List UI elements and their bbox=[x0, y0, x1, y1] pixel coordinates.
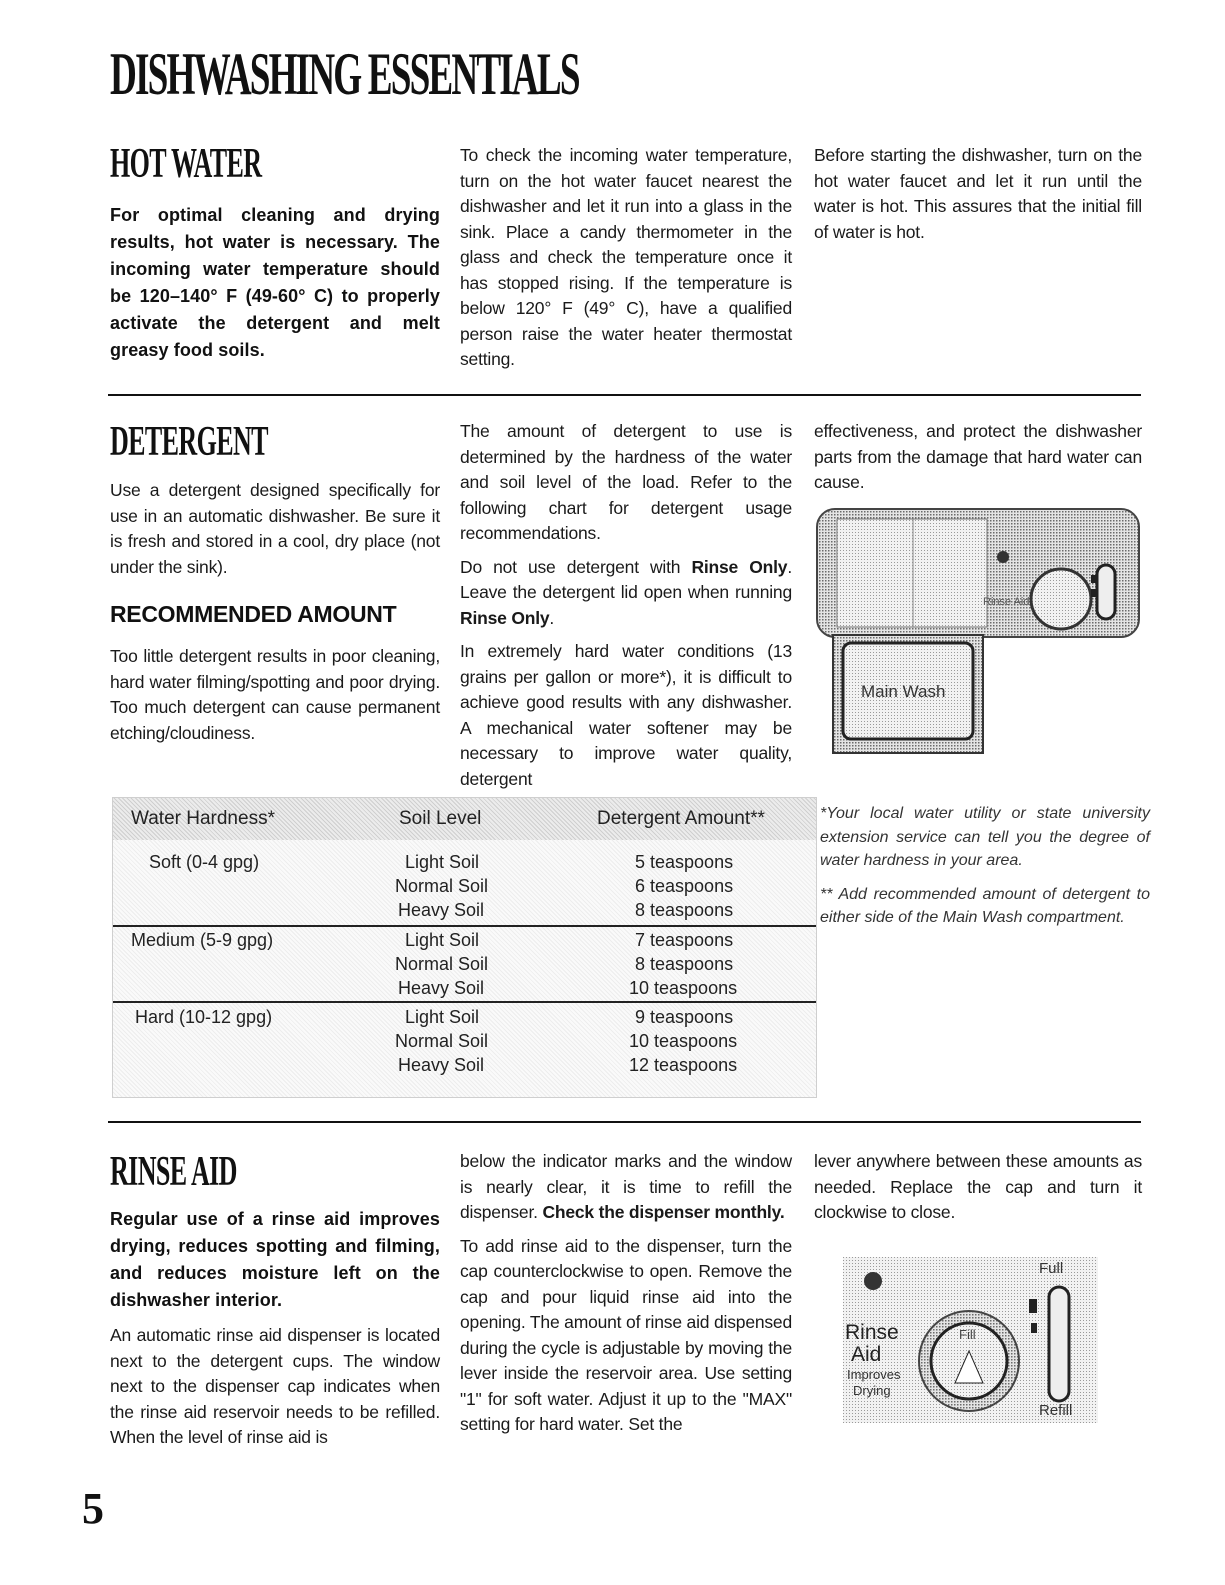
detergent-amount: 10 teaspoons bbox=[629, 1031, 738, 1051]
main-wash-label: Main Wash bbox=[861, 682, 946, 701]
detergent-col3 bbox=[814, 419, 1142, 504]
hardness-medium: Medium (5-9 gpg) bbox=[131, 930, 274, 950]
recommended-amount-text: Too little detergent results in poor cleaning, hard water filming/spotting and poor drying. Too much detergent can cause permanent etching/cloudiness. bbox=[110, 646, 440, 743]
rinse-aid-svg bbox=[843, 1257, 1098, 1423]
rinse-only-emphasis: Rinse Only bbox=[691, 556, 788, 577]
hardness-hard: Hard (10-12 gpg) bbox=[135, 1007, 273, 1027]
soil-level: Normal Soil bbox=[395, 1031, 489, 1051]
header-soil-level: Soil Level bbox=[399, 808, 482, 829]
table-header bbox=[113, 798, 816, 840]
rinse-label: Rinse bbox=[845, 1321, 899, 1344]
soil-level: Heavy Soil bbox=[398, 1055, 485, 1075]
table-footnotes bbox=[820, 802, 1150, 940]
recommended-amount-heading: RECOMMENDED AMOUNT bbox=[110, 601, 397, 627]
recommended-amount-col bbox=[110, 644, 440, 754]
header-water-hardness: Water Hardness* bbox=[131, 808, 275, 829]
detergent-amount: 8 teaspoons bbox=[635, 954, 734, 974]
hot-water-col3 bbox=[814, 143, 1142, 253]
hot-water-heading: HOT WATER bbox=[110, 141, 262, 187]
rinse-aid-heading: RINSE AID bbox=[110, 1149, 237, 1195]
detergent-dispenser-illustration bbox=[813, 505, 1143, 763]
refill-label: Refill bbox=[1039, 1402, 1073, 1419]
text-run: . Leave the detergent lid open when running bbox=[460, 556, 792, 602]
detergent-col2-p1: The amount of detergent to use is determined by the hardness of the water and soil level of the load. Refer to the following chart for detergent usage recommendations. bbox=[460, 421, 792, 543]
detergent-col2-p3: In extremely hard water conditions (13 grains per gallon or more*), it is difficult to achieve good results with any dishwasher. A mechanical water softener may be necessary to improve water quality, detergent bbox=[460, 641, 792, 789]
table-group-divider bbox=[113, 925, 816, 927]
detergent-col1 bbox=[110, 478, 440, 588]
text-run: Do not use detergent with bbox=[460, 556, 692, 577]
text-run: below the indicator marks and the window is nearly clear, it is time to refill the dispenser. bbox=[460, 1151, 792, 1222]
detergent-amount: 5 teaspoons bbox=[635, 852, 734, 872]
detergent-col3-text: effectiveness, and protect the dishwasher parts from the damage that hard water can cause. bbox=[814, 421, 1142, 492]
text-run: . bbox=[549, 607, 555, 628]
dispenser-svg bbox=[813, 505, 1143, 763]
hardness-soft: Soft (0-4 gpg) bbox=[149, 852, 260, 872]
hot-water-col3-text: Before starting the dishwasher, turn on the hot water faucet and let it run until the water is hot. This assures that the initial fill of water is hot. bbox=[814, 145, 1142, 242]
detergent-amount: 10 teaspoons bbox=[629, 978, 738, 998]
detergent-intro: Use a detergent designed specifically for use in an automatic dishwasher. Be sure it is fresh and stored in a cool, dry place (not under the sink). bbox=[110, 480, 440, 577]
soil-level: Light Soil bbox=[405, 930, 480, 950]
rinse-aid-lead: Regular use of a rinse aid improves drying, reduces spotting and filming, and reduces moisture left on the dishwasher interior. bbox=[110, 1209, 440, 1310]
rinse-aid-col2-p2: To add rinse aid to the dispenser, turn the cap counterclockwise to open. Remove the cap and pour liquid rinse aid into the opening. The amount of rinse aid dispensed during the cycle is adjustable by moving the lever inside the reservoir area. Use setting "1" for soft water. Adjust it up to the "MAX" setting for hard water. Set the bbox=[460, 1235, 792, 1434]
rinse-aid-col3-text: lever anywhere between these amounts as needed. Replace the cap and turn it clockwise to close. bbox=[814, 1151, 1142, 1222]
soil-level: Light Soil bbox=[405, 852, 480, 872]
page-number: 5 bbox=[82, 1484, 104, 1533]
hot-water-lead: For optimal cleaning and drying results, hot water is necessary. The incoming water temperature should be 120–140° F (49-60° C) to properly activate the detergent and melt greasy food soils. bbox=[110, 205, 440, 360]
footnote-detergent-amount: ** Add recommended amount of detergent to either side of the Main Wash compartment. bbox=[820, 885, 1150, 926]
rinse-aid-col1 bbox=[110, 1323, 440, 1459]
rinse-aid-col2 bbox=[460, 1149, 792, 1446]
soil-level: Normal Soil bbox=[395, 954, 489, 974]
fill-label: Fill bbox=[959, 1327, 976, 1342]
rinse-aid-col1-text: An automatic rinse aid dispenser is located next to the detergent cups. The window next to the dispenser cap indicates when the rinse aid reservoir needs to be refilled. When the level of rinse aid is bbox=[110, 1325, 440, 1447]
rinse-only-emphasis: Rinse Only bbox=[460, 607, 550, 628]
detergent-table bbox=[112, 797, 817, 1098]
hot-water-col2-text: To check the incoming water temperature, turn on the hot water faucet nearest the dishwasher and let it run into a glass in the sink. Place a candy thermometer in the glass and check the temperature once it has stopped rising. If the temperature is below 120° F (49° C), have a qualified person raise the water heater thermostat setting. bbox=[460, 145, 792, 369]
detergent-heading: DETERGENT bbox=[110, 419, 268, 465]
divider bbox=[108, 394, 1141, 396]
detergent-col2-p2 bbox=[460, 555, 792, 632]
rinse-aid-col3 bbox=[814, 1149, 1142, 1234]
drying-label: Drying bbox=[853, 1383, 891, 1398]
footnote-water-hardness: *Your local water utility or state university extension service can tell you the degree of water hardness in your area. bbox=[820, 805, 1150, 869]
full-label: Full bbox=[1039, 1260, 1064, 1277]
rinse-aid-dispenser-illustration bbox=[843, 1257, 1098, 1423]
table-group-divider bbox=[113, 1001, 816, 1003]
detergent-col2 bbox=[460, 419, 792, 800]
page-title: DISHWASHING ESSENTIALS bbox=[110, 41, 579, 107]
soil-level: Heavy Soil bbox=[398, 900, 485, 920]
soil-level: Light Soil bbox=[405, 1007, 480, 1027]
rinse-aid-label: Rinse Aid bbox=[983, 596, 1030, 608]
detergent-amount: 7 teaspoons bbox=[635, 930, 734, 950]
detergent-amount: 6 teaspoons bbox=[635, 876, 734, 896]
detergent-amount: 9 teaspoons bbox=[635, 1007, 734, 1027]
header-detergent-amount: Detergent Amount** bbox=[597, 808, 765, 829]
detergent-amount: 12 teaspoons bbox=[629, 1055, 738, 1075]
hot-water-col2 bbox=[460, 143, 792, 381]
rinse-aid-col2-p1 bbox=[460, 1149, 792, 1226]
improves-label: Improves bbox=[847, 1367, 901, 1382]
detergent-amount: 8 teaspoons bbox=[635, 900, 734, 920]
soil-level: Normal Soil bbox=[395, 876, 489, 896]
divider bbox=[108, 1121, 1141, 1123]
check-monthly-emphasis: Check the dispenser monthly. bbox=[542, 1202, 785, 1222]
soil-level: Heavy Soil bbox=[398, 978, 485, 998]
aid-label: Aid bbox=[851, 1343, 882, 1366]
